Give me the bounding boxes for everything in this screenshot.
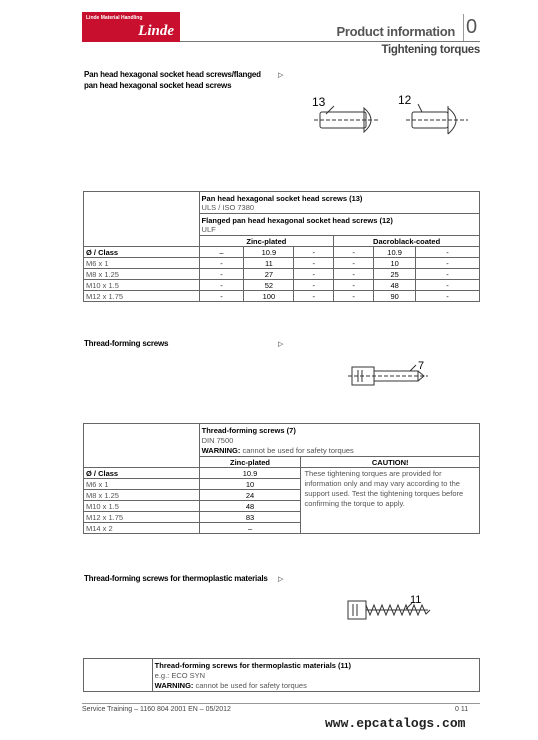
footer-page-number: 0 11 (455, 706, 469, 713)
table1-group-zinc: Zinc-plated (199, 236, 334, 247)
thermoplastic-info-table (83, 658, 480, 692)
table2-header (199, 424, 479, 457)
size-cell: M12 x 1.75 (84, 512, 200, 523)
torque-cell: - (294, 291, 334, 302)
thermoplastic-screw-figure (344, 591, 444, 627)
arrow-icon: ▷ (278, 72, 284, 79)
torque-cell: - (416, 291, 480, 302)
arrow-icon: ▷ (278, 341, 284, 348)
torque-cell: - (199, 258, 244, 269)
table-row (84, 280, 480, 291)
section-heading-thermoplastic: Thread-forming screws for thermoplastic materials (84, 574, 268, 583)
torque-cell: 25 (374, 269, 416, 280)
warning-label: WARNING: (154, 680, 194, 690)
page-subtitle: Tightening torques (381, 44, 480, 56)
table3-title: Thread-forming screws for thermoplastic materials (11) (154, 660, 351, 670)
pan-head-screw-figure (308, 92, 478, 140)
torque-cell: - (199, 291, 244, 302)
page-title: Product information (336, 24, 455, 39)
torque-cell: 90 (374, 291, 416, 302)
table2-group-zinc: Zinc-plated (199, 457, 301, 468)
torque-cell: – (199, 523, 301, 534)
figure-label-7: 7 (418, 360, 425, 372)
torque-cell: - (199, 269, 244, 280)
figure-label-11: 11 (410, 594, 422, 606)
table2-corner-cell (84, 424, 200, 468)
table2-warning (202, 446, 477, 456)
size-cell: M14 x 2 (84, 523, 200, 534)
torque-cell: - (416, 258, 480, 269)
torque-cell: - (416, 280, 480, 291)
table1-header-13 (199, 192, 479, 214)
torque-cell: 10 (374, 258, 416, 269)
size-cell: M10 x 1.5 (84, 280, 200, 291)
caution-text: These tightening torques are provided for information only and may vary according to the support used. Test the tightening torques before confirming the torque to apply. (301, 468, 480, 534)
torque-cell: 10 (199, 479, 301, 490)
torque-cell: - (416, 269, 480, 280)
pan-head-screw-13-icon (314, 106, 380, 132)
torque-cell: - (199, 280, 244, 291)
section-heading-thread-forming: Thread-forming screws (84, 339, 169, 348)
table1-standard-12: ULF (201, 225, 216, 234)
table1-class-cell: – (199, 247, 244, 258)
torque-cell: 11 (244, 258, 294, 269)
table1-corner-cell (84, 192, 200, 247)
table1-class-cell: 10.9 (374, 247, 416, 258)
torque-cell: 48 (374, 280, 416, 291)
table1-header-12 (199, 214, 479, 236)
chapter-number: 0 (466, 16, 478, 38)
torque-cell: - (334, 291, 374, 302)
pan-head-torque-table (83, 191, 480, 302)
torque-cell: 24 (199, 490, 301, 501)
table3-warning (155, 681, 477, 691)
torque-cell: - (334, 258, 374, 269)
torque-cell: 48 (199, 501, 301, 512)
torque-cell: 100 (244, 291, 294, 302)
footer-divider (82, 703, 480, 704)
torque-cell: - (334, 269, 374, 280)
footer-document-id: Service Training – 1160 804 2001 EN – 05/2012 (82, 706, 231, 713)
table1-size-header: Ø / Class (84, 247, 200, 258)
torque-cell: 83 (199, 512, 301, 523)
size-cell: M12 x 1.75 (84, 291, 200, 302)
table3-corner-cell (84, 659, 153, 692)
thread-forming-screw-7-icon (348, 365, 428, 385)
table-row (84, 258, 480, 269)
table1-class-cell: 10.9 (244, 247, 294, 258)
table1-title-12: Flanged pan head hexagonal socket head screws (12) (201, 216, 393, 225)
torque-cell: - (294, 280, 334, 291)
size-cell: M8 x 1.25 (84, 269, 200, 280)
table1-class-cell: - (416, 247, 480, 258)
table2-title: Thread-forming screws (7) (201, 425, 296, 435)
section-heading-pan-head: Pan head hexagonal socket head screws/flanged pan head hexagonal socket head screws (84, 70, 261, 90)
linde-logo (82, 12, 180, 42)
table-row (84, 269, 480, 280)
warning-label: WARNING: (201, 445, 241, 455)
table2-class-cell: 10.9 (199, 468, 301, 479)
watermark: www.epcatalogs.com (325, 716, 466, 731)
caution-title: CAUTION! (301, 457, 480, 468)
logo-tagline: Linde Material Handling (86, 15, 143, 21)
table1-class-cell: - (334, 247, 374, 258)
figure-label-12: 12 (398, 93, 412, 107)
torque-cell: - (294, 269, 334, 280)
table-row (84, 291, 480, 302)
table2-size-header: Ø / Class (84, 468, 200, 479)
thread-forming-torque-table (83, 423, 480, 534)
logo-wordmark: Linde (138, 23, 174, 39)
figure-label-13: 13 (312, 95, 326, 109)
size-cell: M10 x 1.5 (84, 501, 200, 512)
torque-cell: 27 (244, 269, 294, 280)
warning-text: cannot be used for safety torques (242, 445, 354, 455)
flanged-pan-head-screw-12-icon (406, 104, 468, 134)
table1-standard-13: ULS / ISO 7380 (201, 203, 255, 212)
torque-cell: - (334, 280, 374, 291)
table1-class-cell: - (294, 247, 334, 258)
size-cell: M6 x 1 (84, 258, 200, 269)
table2-standard: DIN 7500 (201, 435, 234, 445)
size-cell: M6 x 1 (84, 479, 200, 490)
torque-cell: 52 (244, 280, 294, 291)
table3-standard: e.g.: ECO SYN (154, 670, 206, 680)
table3-header (152, 659, 479, 692)
arrow-icon: ▷ (278, 576, 284, 583)
torque-cell: - (294, 258, 334, 269)
warning-text: cannot be used for safety torques (195, 680, 307, 690)
size-cell: M8 x 1.25 (84, 490, 200, 501)
table1-group-dacro: Dacroblack-coated (334, 236, 480, 247)
thread-forming-screw-figure (346, 355, 436, 391)
table1-title-13: Pan head hexagonal socket head screws (13) (201, 194, 363, 203)
header-vertical-divider (463, 14, 464, 41)
header-divider (180, 41, 480, 42)
